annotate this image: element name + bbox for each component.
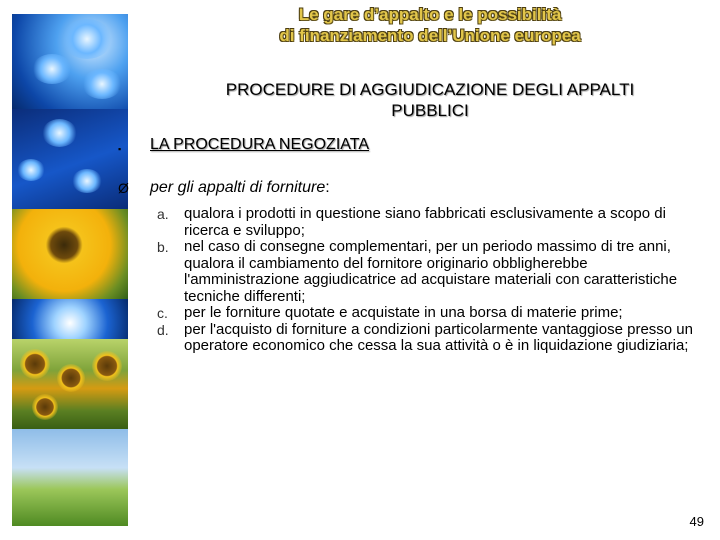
bullet-text	[150, 178, 330, 198]
blue-flame-photo	[12, 299, 128, 339]
conditions-list	[157, 206, 697, 355]
list-item-text: qualora i prodotti in questione siano fabbricati esclusivamente a scopo di ricerca e sviluppo;	[184, 205, 666, 239]
page-number: 49	[689, 514, 704, 529]
decorative-photo-strip	[12, 14, 128, 526]
section-heading	[140, 79, 720, 121]
section-heading-line-1: PROCEDURE DI AGGIUDICAZIONE DEGLI APPALTI	[225, 80, 635, 99]
list-item-text: per le forniture quotate e acquistate in una borsa di materie prime;	[184, 304, 623, 321]
square-bullet-icon: ▪	[118, 144, 122, 154]
list-item-label: b.	[157, 239, 169, 255]
gas-burner-photo	[12, 109, 128, 209]
list-item-label: d.	[157, 321, 169, 338]
list-item-label: a.	[157, 206, 169, 222]
slide-title	[140, 4, 720, 46]
list-item-text: per l'acquisto di forniture a condizioni particolarmente vantaggiose presso un operatore economico che cessa la sua attività o è in liquidazione giudiziaria;	[184, 320, 693, 354]
sunflower-field-photo	[12, 339, 128, 429]
list-item	[157, 305, 697, 322]
green-field-photo	[12, 429, 128, 526]
bullet-text-suffix: :	[325, 179, 330, 196]
title-line-2: di finanziamento dell’Unione europea	[279, 26, 581, 45]
arrow-bullet-icon: Ø	[118, 180, 129, 196]
list-item-label: c.	[157, 305, 168, 321]
list-item-text: nel caso di consegne complementari, per un periodo massimo di tre anni, qualora il cambiamento del fornitore originario obbligherebbe l'amministrazione aggiudicatrice ad acquistare materiali con caratteristiche tecniche differenti;	[184, 238, 678, 305]
gas-flame-photo	[12, 14, 128, 109]
list-item	[157, 239, 697, 305]
title-line-1: Le gare d’appalto e le possibilità	[298, 5, 562, 24]
bullet-text-italic: per gli appalti di forniture	[150, 179, 326, 196]
list-item	[157, 206, 697, 239]
list-item	[157, 322, 697, 355]
bullet-text: LA PROCEDURA NEGOZIATA	[150, 136, 370, 153]
section-heading-line-2: PUBBLICI	[391, 101, 469, 120]
sunflower-photo	[12, 209, 128, 299]
